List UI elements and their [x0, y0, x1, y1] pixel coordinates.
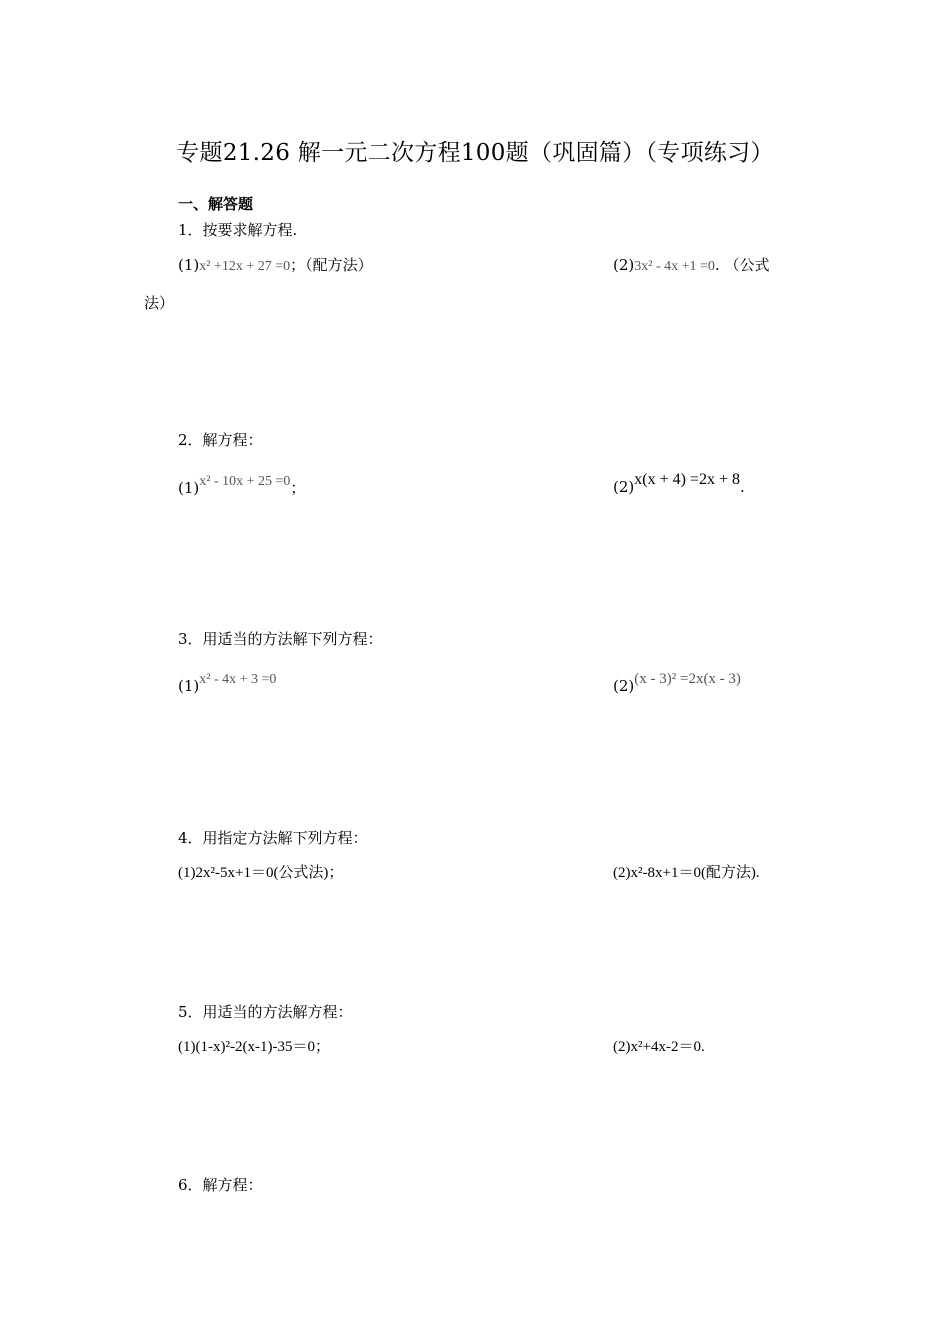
punctuation: ；: [290, 479, 306, 497]
equation: x² +12x + 27 =0: [199, 259, 291, 274]
question-1-part-2: [613, 254, 769, 275]
question-3-part-1: [178, 672, 277, 696]
question-3-part-2: [613, 671, 741, 696]
question-5-part-2: (2)x²+4x-2＝0.: [613, 1039, 705, 1055]
equation: x(x + 4) =2x + 8: [634, 471, 740, 488]
part-label: (2): [613, 256, 635, 274]
question-3-stem: 3．用适当的方法解下列方程：: [178, 630, 383, 648]
question-5-part-1: (1)(1-x)²-2(x-1)-35＝0；: [178, 1039, 330, 1055]
part-label: (2): [613, 478, 635, 496]
part-label: (2): [613, 677, 635, 695]
page-title: 专题21.26 解一元二次方程100题（巩固篇）（专项练习）: [176, 140, 774, 166]
question-2-part-2: [613, 471, 745, 497]
equation: 3x² - 4x +1 =0: [634, 259, 715, 274]
punctuation: .: [739, 478, 745, 496]
question-6-stem: 6．解方程：: [178, 1176, 263, 1194]
question-2-stem: 2．解方程：: [178, 431, 263, 449]
part-label: (1): [178, 256, 200, 274]
part-label: (1): [178, 479, 200, 497]
question-5-stem: 5．用适当的方法解方程：: [178, 1003, 353, 1021]
method-note: ；（配方法）: [290, 256, 373, 274]
question-4-stem: 4．用指定方法解下列方程：: [178, 829, 368, 847]
equation: x² - 4x + 3 =0: [199, 672, 277, 687]
question-2-part-1: [178, 474, 306, 498]
part-label: (1): [178, 677, 200, 695]
question-4-part-2: (2)x²-8x+1＝0(配方法).: [613, 865, 760, 881]
equation: x² - 10x + 25 =0: [199, 474, 291, 489]
section-heading: 一、解答题: [178, 195, 254, 213]
equation: (x - 3)² =2x(x - 3): [634, 671, 741, 687]
question-1-part-1: [178, 254, 373, 275]
question-1-stem: 1．按要求解方程.: [178, 221, 298, 239]
method-note-wrap: 法）: [144, 294, 175, 312]
question-4-part-1: (1)2x²-5x+1＝0(公式法)；: [178, 865, 344, 881]
method-note: . （公式: [714, 256, 770, 274]
